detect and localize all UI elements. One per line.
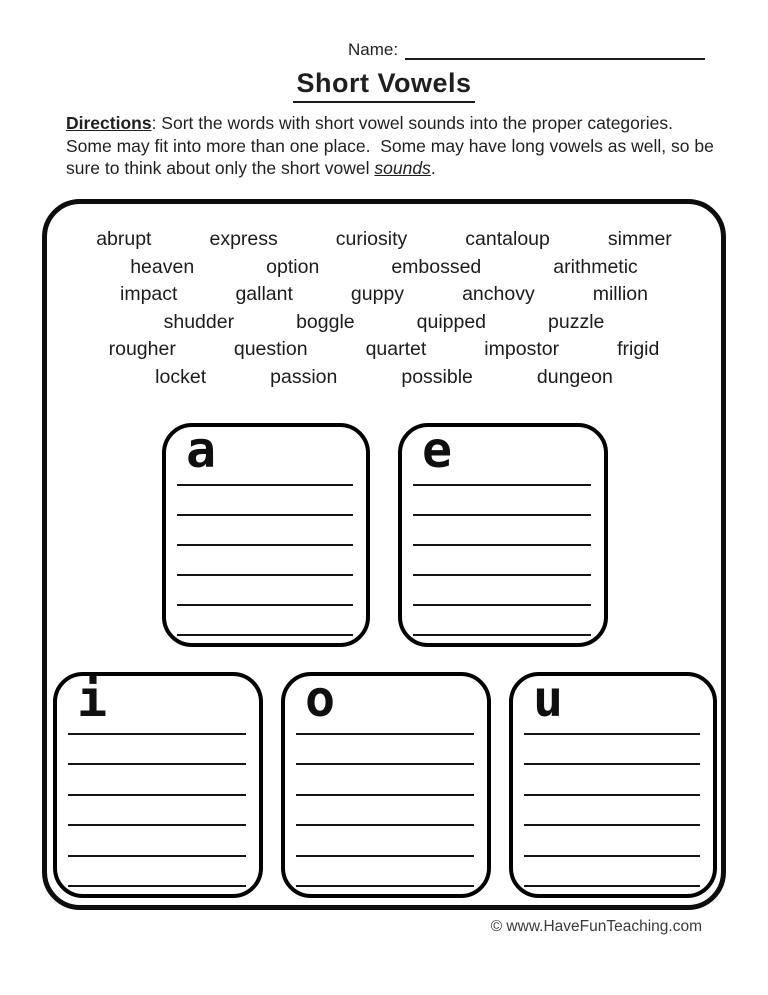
write-line[interactable] xyxy=(413,574,591,576)
write-line[interactable] xyxy=(68,763,246,765)
directions-suffix: . xyxy=(430,158,436,178)
directions-body: : Sort the words with short vowel sounds into the proper categories. Some may fit into more than one place. Some may have long vowels as well, so be sure to think about only the short vowel xyxy=(66,113,719,178)
write-line[interactable] xyxy=(524,824,700,826)
sort-box-u xyxy=(509,672,717,898)
directions-label: Directions xyxy=(66,113,152,133)
sort-box-o xyxy=(281,672,491,898)
word-bank-word: cantaloup xyxy=(465,228,550,250)
name-row xyxy=(348,40,705,60)
word-bank-word: arithmetic xyxy=(553,255,638,278)
write-line[interactable] xyxy=(296,885,474,887)
sort-box-letter: i xyxy=(77,670,108,728)
sort-box-i xyxy=(53,672,263,898)
write-line[interactable] xyxy=(177,544,353,546)
word-bank-word: passion xyxy=(270,365,338,388)
word-bank-word: impact xyxy=(120,283,178,305)
write-line[interactable] xyxy=(68,824,246,826)
sort-box-letter: a xyxy=(186,421,217,479)
write-line[interactable] xyxy=(68,794,246,796)
word-row xyxy=(47,336,721,364)
write-line[interactable] xyxy=(413,634,591,636)
write-lines xyxy=(68,733,246,887)
name-input-line[interactable] xyxy=(405,40,705,60)
word-bank-word: million xyxy=(592,283,648,305)
name-label: Name: xyxy=(348,40,399,59)
write-line[interactable] xyxy=(296,824,474,826)
sort-box-e xyxy=(398,423,608,647)
word-bank-word: guppy xyxy=(350,283,405,305)
word-row xyxy=(47,281,721,309)
directions-text xyxy=(66,112,720,180)
word-row xyxy=(47,309,721,337)
write-line[interactable] xyxy=(524,763,700,765)
word-bank-word: express xyxy=(209,228,278,250)
write-line[interactable] xyxy=(524,855,700,857)
word-bank-word: embossed xyxy=(391,255,482,278)
word-bank-word: boggle xyxy=(296,310,355,333)
word-bank xyxy=(47,204,721,391)
write-line[interactable] xyxy=(177,604,353,606)
word-bank-word: curiosity xyxy=(335,228,408,250)
write-lines xyxy=(177,484,353,636)
page-title xyxy=(0,68,768,103)
sort-box-letter: u xyxy=(533,670,564,728)
word-bank-word: quipped xyxy=(416,310,487,333)
word-row xyxy=(47,226,721,254)
sort-box-letter: o xyxy=(305,670,336,728)
word-bank-word: anchovy xyxy=(462,283,535,305)
write-line[interactable] xyxy=(177,634,353,636)
write-line[interactable] xyxy=(68,733,246,735)
write-line[interactable] xyxy=(296,855,474,857)
sort-box-a xyxy=(162,423,370,647)
word-bank-word: puzzle xyxy=(548,310,605,333)
word-bank-word: shudder xyxy=(163,310,235,333)
write-line[interactable] xyxy=(413,484,591,486)
write-line[interactable] xyxy=(413,604,591,606)
write-line[interactable] xyxy=(524,794,700,796)
word-bank-word: gallant xyxy=(235,283,293,305)
write-line[interactable] xyxy=(296,733,474,735)
word-bank-word: heaven xyxy=(130,255,195,278)
write-line[interactable] xyxy=(296,794,474,796)
word-bank-word: locket xyxy=(155,365,207,388)
write-line[interactable] xyxy=(413,544,591,546)
word-bank-word: quartet xyxy=(365,338,427,360)
write-line[interactable] xyxy=(68,855,246,857)
write-line[interactable] xyxy=(413,514,591,516)
footer-copyright: © www.HaveFunTeaching.com xyxy=(490,918,702,935)
word-bank-word: simmer xyxy=(607,228,672,250)
write-line[interactable] xyxy=(68,885,246,887)
write-lines xyxy=(524,733,700,887)
word-bank-word: dungeon xyxy=(536,365,613,388)
word-bank-word: impostor xyxy=(484,338,560,360)
write-line[interactable] xyxy=(524,885,700,887)
sort-box-letter: e xyxy=(422,421,453,479)
write-lines xyxy=(296,733,474,887)
word-bank-word: rougher xyxy=(108,338,176,360)
write-line[interactable] xyxy=(177,514,353,516)
word-bank-word: possible xyxy=(401,365,473,388)
word-bank-word: frigid xyxy=(617,338,660,360)
word-bank-word: question xyxy=(233,338,308,360)
write-lines xyxy=(413,484,591,636)
write-line[interactable] xyxy=(524,733,700,735)
word-bank-word: abrupt xyxy=(96,228,152,250)
directions-emphasized-word: sounds xyxy=(374,158,431,178)
page-title-text: Short Vowels xyxy=(293,68,474,103)
word-row xyxy=(47,364,721,392)
word-row xyxy=(47,254,721,282)
write-line[interactable] xyxy=(177,484,353,486)
write-line[interactable] xyxy=(177,574,353,576)
word-bank-word: option xyxy=(266,255,320,278)
write-line[interactable] xyxy=(296,763,474,765)
